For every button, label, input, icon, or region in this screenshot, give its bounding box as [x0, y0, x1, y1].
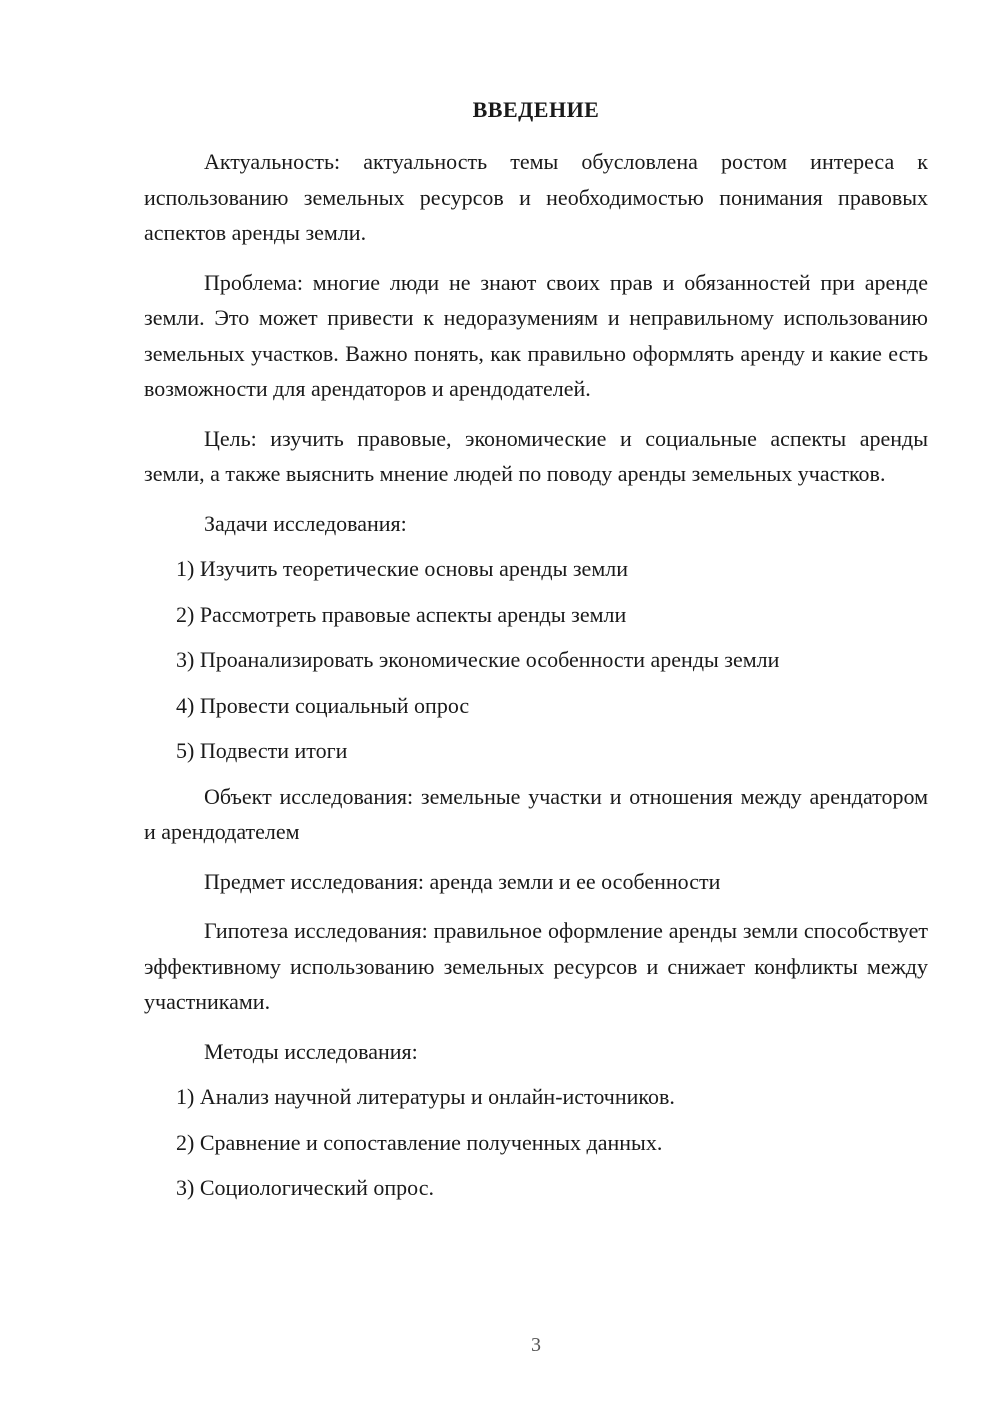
task-item-3: 3) Проанализировать экономические особенности аренды земли: [176, 647, 780, 672]
task-item-1: 1) Изучить теоретические основы аренды земли: [176, 556, 628, 581]
subject-paragraph: Предмет исследования: аренда земли и ее особенности: [204, 868, 721, 894]
object-paragraph: Объект исследования: земельные участки и отношения между арендатором и арендодателем: [144, 783, 928, 844]
method-item-3: 3) Социологический опрос.: [176, 1175, 434, 1200]
task-item-4: 4) Провести социальный опрос: [176, 692, 470, 718]
method-item-1: 1) Анализ научной литературы и онлайн-источников.: [176, 1084, 675, 1109]
goal-paragraph: Цель: изучить правовые, экономические и социальные аспекты аренды земли, а также выяснить мнение людей по поводу аренды земельных участков.: [144, 425, 928, 486]
methods-label: Методы исследования:: [204, 1038, 418, 1064]
hypothesis-paragraph: Гипотеза исследования: правильное оформление аренды земли способствует эффективному использованию земельных ресурсов и снижает конфликты между участниками.: [144, 918, 928, 1014]
task-item-2: 2) Рассмотреть правовые аспекты аренды земли: [176, 601, 627, 627]
relevance-paragraph: Актуальность: актуальность темы обусловлена ростом интереса к использованию земельных ресурсов и необходимостью понимания правовых аспектов аренды земли.: [144, 149, 928, 245]
tasks-label: Задачи исследования:: [204, 510, 407, 536]
problem-paragraph: Проблема: многие люди не знают своих прав и обязанностей при аренде земли. Это может привести к недоразумениям и неправильному использованию земельных участков. Важно понять, как правильно оформлять аренду и какие есть возможности для арендаторов и арендодателей.: [144, 269, 928, 401]
task-item-5: 5) Подвести итоги: [176, 738, 348, 763]
page-content: [144, 92, 928, 1216]
page-title: ВВЕДЕНИЕ: [472, 97, 600, 122]
method-item-2: 2) Сравнение и сопоставление полученных данных.: [176, 1129, 663, 1155]
page-number: 3: [531, 1334, 541, 1356]
